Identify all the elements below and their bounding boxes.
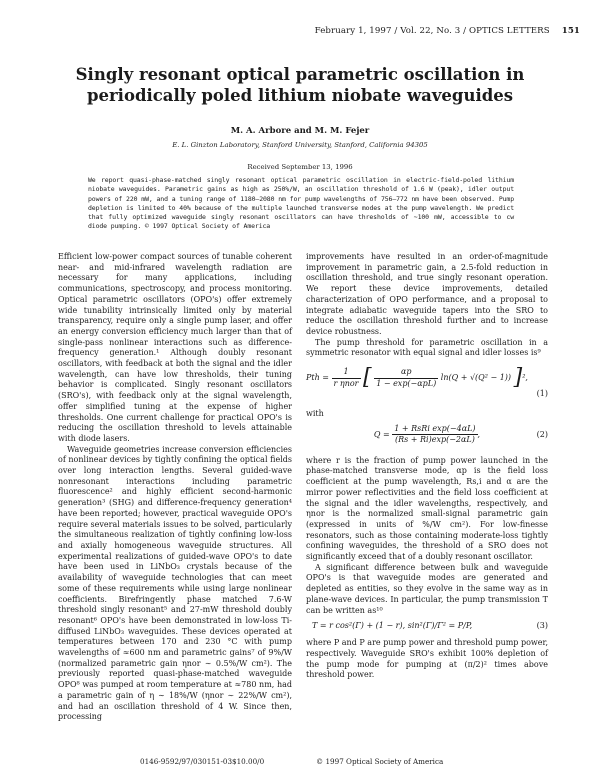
eq1-prefactor [332, 367, 361, 389]
paragraph: Waveguide geometries increase conversion efficiencies of nonlinear devices by tightly confining the optical fields over long interaction lengths. Several guided-wave nonresonant interactions including parametric fluorescence² and highly efficient second-harmonic generation³ (SHG) and difference-frequency generation⁴ have been reported; however, practical waveguide OPO's require several materials issues to be solved, particularly the simultaneous realization of tightly confining low-loss and axially homogeneous waveguide structures. All experimental realizations of guided-wave OPO's to date have been used in LiNbO₃ crystals because of the availability of waveguide technologies that can meet some of these requirements while using large nonlinear coefficients. Birefringently phase matched 7.6-W threshold singly resonant⁵ and 27-mW threshold doubly resonant⁶ OPO's have been demonstrated in low-loss Ti-diffused LiNbO₃ waveguides. These devices operated at temperatures between 170 and 230 °C with pump wavelengths of ≈600 nm and parametric gains⁷ of 9%/W (normalized parametric gain ηnor ∼ 0.5%/W cm²). The previously reported quasi-phase-matched waveguide OPO⁸ was pumped at room temperature at ≈780 nm, had a parametric gain of η ∼ 18%/W (ηnor ∼ 22%/W cm²), and had an oscillation threshold of 4 W. Since then, processing [58, 444, 292, 722]
paragraph: A significant difference between bulk and waveguide OPO's is that waveguide modes are generated and depleted as entities, so they evolve in the same way as in plane-wave devices. In particular, the pump transmission T can be written as¹⁰ [306, 562, 548, 615]
paragraph: where r is the fraction of pump power launched in the phase-matched transverse mode, αp is the field loss coefficient at the pump wavelength, Rs,i and α are the mirror power reflectivities and the field loss coefficient at the signal and the idler wavelengths, respectively, and ηnor is the normalized small-signal parametric gain (expressed in units of %/W cm²). For low-finesse resonators, such as those containing moderate-loss tightly confining waveguides, the threshold of a SRO does not significantly exceed that of a doubly resonant oscillator. [306, 455, 548, 562]
paragraph: improvements have resulted in an order-of-magnitude improvement in parametric gain, a 2.5-fold reduction in oscillation threshold, and true singly resonant operation. We report these device improvements, detailed characterization of OPO performance, and a proposal to integrate adiabatic waveguide tapers into the SRO to reduce the oscillation threshold further and to increase device robustness. [306, 252, 548, 336]
eq1-num: αp [374, 367, 438, 379]
paragraph: Efficient low-power compact sources of tunable coherent near- and mid-infrared wavelength radiation are necessary for many applications, including communications, spectroscopy, and process monitoring. Optical parametric oscillators (OPO's) offer extremely wide tunability intrinsically limited only by material transparency, require only a single pump laser, and offer an energy conversion efficiency much larger than that of single-pass nonlinear interactions such as difference-frequency generation.¹ Although doubly resonant oscillators, with feedback at both the signal and the idler wavelength, can have low thresholds, their tuning behavior is complicated. Singly resonant oscillators (SRO's), with feedback only at the signal wavelength, offer simplified tuning at the expense of higher thresholds. One current challenge for practical OPO's is reducing the oscillation threshold to levels attainable with diode lasers. [58, 252, 292, 443]
equation-number: (3) [536, 621, 548, 631]
footer-code: 0146-9592/97/030151-03$10.00/0 [140, 757, 265, 766]
equation-number: (1) [536, 389, 548, 399]
article-title [60, 64, 540, 106]
eq1-prefactor-den: r ηnor [333, 378, 359, 388]
column-left [58, 252, 292, 723]
eq1-tail: ², [522, 373, 528, 383]
journal-citation: February 1, 1997 / Vol. 22, No. 3 / OPTICS LETTERS [314, 26, 550, 36]
equation-3 [306, 621, 548, 633]
equation-1 [306, 367, 548, 401]
eq3-text: T = r cos²(Γ) + (1 − r), sin²(Γ)/Γ² = P/P, [312, 621, 473, 631]
affiliation: E. L. Ginzton Laboratory, Stanford University, Stanford, California 94305 [172, 141, 428, 149]
eq1-den: 1 − exp(−αpL) [376, 378, 437, 388]
eq2-num: 1 + RsRi exp(−4αL) [392, 424, 477, 436]
with-text: with [306, 409, 324, 419]
equation-number: (2) [536, 429, 548, 439]
title-line-1: Singly resonant optical parametric oscillation in [75, 65, 525, 84]
page-number: 151 [561, 26, 580, 36]
received-date: Received September 13, 1996 [247, 163, 353, 171]
left-bracket: [ [363, 365, 372, 391]
eq1-log: ln(Q + √(Q² − 1)) [440, 373, 512, 383]
eq1-lhs: Pth = [306, 373, 332, 383]
right-bracket: ] [513, 365, 523, 391]
paragraph: where P and P are pump power and threshold pump power, respectively. Waveguide SRO's exhibit 100% depletion of the pump mode for pumping at (π/2)² times above threshold power. [306, 638, 548, 680]
eq2-lhs: Q = [373, 429, 393, 439]
column-right [306, 252, 548, 681]
running-header [0, 26, 580, 36]
eq1-prefactor-num: 1 [332, 367, 361, 379]
paragraph: The pump threshold for parametric oscillation in a symmetric resonator with equal signal and idler losses is⁹ [306, 337, 548, 358]
title-line-2: periodically poled lithium niobate waveguides [86, 86, 514, 105]
eq2-tail: , [477, 429, 481, 439]
equation-2 [306, 424, 548, 448]
eq2-den: (Rs + Ri)exp(−2αL) [394, 435, 475, 445]
eq2-fraction [392, 424, 477, 446]
abstract: We report quasi-phase-matched singly resonant optical parametric oscillation in electric-field-poled lithium niobate waveguides. Parametric gains as high as 250%/W, an oscillation threshold of 1.6 W (peak), idler output powers of 220 mW, and a tuning range of 1180–2080 nm for pump wavelengths of 756–772 nm have been observed. Pump depletion is limited to 40% because of the multiple launched transverse modes at the pump wavelength. We predict that fully optimized waveguide singly resonant oscillators can have thresholds of ∼100 mW, accessible to cw diode pumping. © 1997 Optical Society of America [88, 176, 514, 231]
footer-copyright: © 1997 Optical Society of America [316, 757, 444, 766]
eq1-fraction [374, 367, 438, 389]
authors: M. A. Arbore and M. M. Fejer [230, 126, 370, 136]
